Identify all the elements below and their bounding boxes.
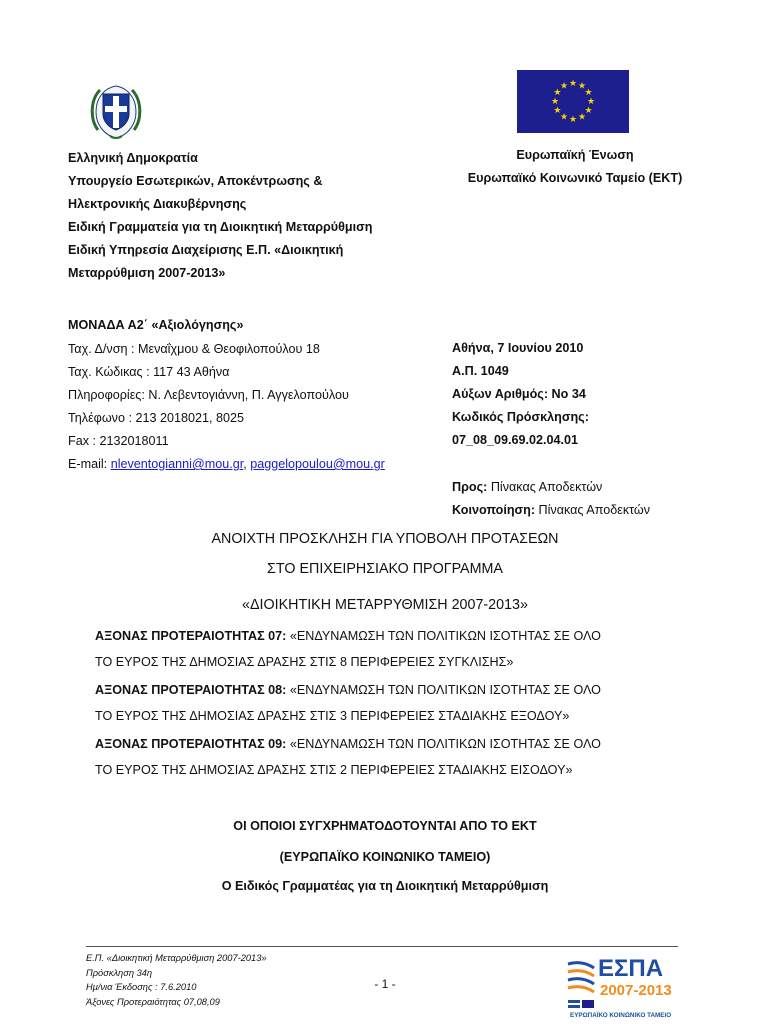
recipient-to-value: Πίνακας Αποδεκτών — [487, 480, 603, 494]
issuer-line: Μεταρρύθμιση 2007-2013» — [68, 266, 226, 280]
footer-line: Πρόσκληση 34η — [86, 967, 153, 978]
axis-line-1 — [95, 677, 695, 703]
eu-star-icon: ★ — [568, 114, 578, 124]
axis-line-1 — [95, 623, 695, 649]
greek-coat-of-arms-icon — [84, 80, 148, 142]
document-date: Αθήνα, 7 Ιουνίου 2010 — [452, 341, 584, 355]
call-code-value: 07_08_09.69.02.04.01 — [452, 433, 579, 447]
eu-star-icon: ★ — [553, 87, 562, 97]
eu-line: Ευρωπαϊκό Κοινωνικό Ταμείο (ΕΚΤ) — [467, 171, 683, 185]
unit-postcode: Ταχ. Κώδικας : 117 43 Αθήνα — [68, 365, 230, 379]
protocol-number: Α.Π. 1049 — [452, 364, 509, 378]
call-title-line-1: ΑΝΟΙΧΤΗ ΠΡΟΣΚΛΗΣΗ ΓΙΑ ΥΠΟΒΟΛΗ ΠΡΟΤΑΣΕΩΝ — [211, 531, 559, 547]
issuer-line: Ειδική Γραμματεία για τη Διοικητική Μεταρρύθμιση — [68, 220, 373, 234]
footer-line: Ε.Π. «Διοικητική Μεταρρύθμιση 2007-2013» — [86, 953, 267, 963]
axis-line-2: ΤΟ ΕΥΡΟΣ ΤΗΣ ΔΗΜΟΣΙΑΣ ΔΡΑΣΗΣ ΣΤΙΣ 3 ΠΕΡΙΦΕΡΕΙΕΣ ΣΤΑΔΙΑΚΗΣ ΕΞΟΔΟΥ» — [95, 709, 570, 723]
axis-line-1 — [95, 731, 695, 757]
eu-star-icon: ★ — [559, 111, 569, 122]
espa-logo-caption: ΕΥΡΩΠΑΪΚΟ ΚΟΙΝΩΝΙΚΟ ΤΑΜΕΙΟ — [570, 1012, 672, 1019]
espa-logo-years: 2007-2013 — [600, 982, 672, 999]
unit-contact-block — [68, 314, 448, 476]
call-code-label: Κωδικός Πρόσκλησης: — [452, 410, 589, 424]
priority-axis-07 — [95, 623, 695, 675]
reference-block — [452, 337, 732, 452]
axis-label: ΑΞΟΝΑΣ ΠΡΟΤΕΡΑΙΟΤΗΤΑΣ 07: — [95, 629, 287, 643]
unit-fax: Fax : 2132018011 — [68, 434, 169, 448]
issuer-line: Ηλεκτρονικής Διακυβέρνησης — [68, 197, 247, 211]
eu-star-icon: ★ — [577, 111, 587, 122]
recipients-block — [452, 476, 752, 522]
priority-axis-08 — [95, 677, 695, 729]
espa-logo-text: ΕΣΠΑ — [598, 955, 664, 982]
axis-text: «ΕΝΔΥΝΑΜΩΣΗ ΤΩΝ ΠΟΛΙΤΙΚΩΝ ΙΣΟΤΗΤΑΣ ΣΕ ΟΛΟ — [286, 629, 601, 643]
recipient-to — [452, 476, 752, 499]
issuer-line: Ειδική Υπηρεσία Διαχείρισης Ε.Π. «Διοικητική — [68, 243, 344, 257]
eu-flag-icon — [517, 70, 629, 133]
unit-info: Πληροφορίες: Ν. Λεβεντογιάννη, Π. Αγγελοπούλου — [68, 388, 349, 402]
call-title-line-3: «ΔΙΟΙΚΗΤΙΚΗ ΜΕΤΑΡΡΥΘΜΙΣΗ 2007-2013» — [242, 597, 528, 613]
eu-star-icon: ★ — [559, 80, 569, 91]
eu-star-icon: ★ — [577, 80, 587, 91]
footer-line: Ημ/νια Έκδοσης : 7.6.2010 — [86, 982, 197, 992]
email-separator: , — [243, 457, 251, 471]
unit-email-line — [68, 453, 448, 476]
axis-label: ΑΞΟΝΑΣ ΠΡΟΤΕΡΑΙΟΤΗΤΑΣ 09: — [95, 737, 287, 751]
unit-phone: Τηλέφωνο : 213 2018021, 8025 — [68, 411, 245, 425]
serial-number: Αύξων Αριθμός: Νο 34 — [452, 387, 586, 401]
recipient-cc — [452, 499, 752, 522]
axis-label: ΑΞΟΝΑΣ ΠΡΟΤΕΡΑΙΟΤΗΤΑΣ 08: — [95, 683, 287, 697]
espa-logo — [564, 950, 692, 1020]
eu-star-icon: ★ — [584, 87, 593, 97]
footer-line: Άξονες Προτεραιότητας 07,08,09 — [86, 996, 220, 1007]
page-number: - 1 - — [374, 977, 396, 991]
eu-block — [440, 144, 710, 190]
eu-star-icon: ★ — [553, 105, 562, 115]
recipient-cc-label: Κοινοποίηση: — [452, 503, 536, 517]
cofunding-statement: ΟΙ ΟΠΟΙΟΙ ΣΥΓΧΡΗΜΑΤΟΔΟΤΟΥΝΤΑΙ ΑΠΟ ΤΟ ΕΚΤ — [233, 819, 537, 833]
priority-axis-09 — [95, 731, 695, 783]
issuer-line: Υπουργείο Εσωτερικών, Αποκέντρωσης & — [68, 174, 323, 188]
axis-text: «ΕΝΔΥΝΑΜΩΣΗ ΤΩΝ ΠΟΛΙΤΙΚΩΝ ΙΣΟΤΗΤΑΣ ΣΕ ΟΛΟ — [286, 737, 601, 751]
email-label: E-mail: — [68, 457, 111, 471]
fund-name: (ΕΥΡΩΠΑΪΚΟ ΚΟΙΝΩΝΙΚΟ ΤΑΜΕΙΟ) — [279, 850, 491, 864]
eu-star-icon: ★ — [584, 105, 593, 115]
call-title-line-2: ΣΤΟ ΕΠΙΧΕΙΡΗΣΙΑΚΟ ΠΡΟΓΡΑΜΜΑ — [267, 561, 503, 577]
issuer-block — [68, 147, 448, 285]
axis-text: «ΕΝΔΥΝΑΜΩΣΗ ΤΩΝ ΠΟΛΙΤΙΚΩΝ ΙΣΟΤΗΤΑΣ ΣΕ ΟΛΟ — [286, 683, 601, 697]
eu-line: Ευρωπαϊκή Ένωση — [516, 148, 634, 162]
eu-star-icon: ★ — [550, 96, 560, 106]
unit-name: ΜΟΝΑΔΑ Α2΄ «Αξιολόγησης» — [68, 318, 244, 332]
issuer-line: Ελληνική Δημοκρατία — [68, 151, 198, 165]
axis-line-2: ΤΟ ΕΥΡΟΣ ΤΗΣ ΔΗΜΟΣΙΑΣ ΔΡΑΣΗΣ ΣΤΙΣ 2 ΠΕΡΙΦΕΡΕΙΕΣ ΣΤΑΔΙΑΚΗΣ ΕΙΣΟΔΟΥ» — [95, 763, 573, 777]
footer-divider — [86, 946, 678, 947]
eu-star-icon: ★ — [586, 96, 596, 106]
recipient-to-label: Προς: — [452, 480, 488, 494]
recipient-cc-value: Πίνακας Αποδεκτών — [535, 503, 651, 517]
email-link-1[interactable]: nleventogianni@mou.gr — [110, 457, 244, 471]
unit-address: Ταχ. Δ/νση : Μεναΐχμου & Θεοφιλοπούλου 18 — [68, 342, 320, 356]
secretary-statement: Ο Ειδικός Γραμματέας για τη Διοικητική Μεταρρύθμιση — [221, 879, 549, 893]
email-link-2[interactable]: paggelopoulou@mou.gr — [250, 457, 385, 471]
axis-line-2: ΤΟ ΕΥΡΟΣ ΤΗΣ ΔΗΜΟΣΙΑΣ ΔΡΑΣΗΣ ΣΤΙΣ 8 ΠΕΡΙΦΕΡΕΙΕΣ ΣΥΓΚΛΙΣΗΣ» — [95, 655, 514, 669]
eu-star-icon: ★ — [568, 78, 578, 88]
